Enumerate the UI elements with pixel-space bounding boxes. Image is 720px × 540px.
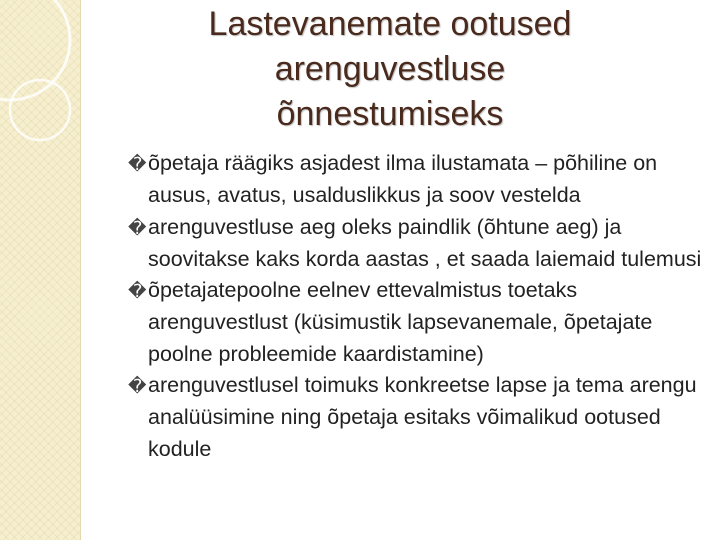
- decorative-side-strip: [0, 0, 80, 540]
- bullet-icon: �: [128, 376, 147, 397]
- slide-title: [140, 2, 640, 137]
- strip-divider: [80, 0, 81, 540]
- bullet-item: [128, 212, 708, 276]
- bullet-item: [128, 148, 708, 212]
- title-line: arenguvestluse: [274, 50, 506, 88]
- bullet-text: arenguvestlusel toimuks konkreetse lapse ja tema arengu analüüsimine ning õpetaja esitaks võimalikud ootused kodule: [148, 373, 697, 461]
- bullet-icon: �: [128, 281, 147, 302]
- bullet-icon: �: [128, 217, 147, 238]
- title-line: Lastevanemate ootused: [208, 5, 572, 43]
- bullet-icon: �: [128, 154, 147, 174]
- bullet-item: [128, 275, 708, 370]
- bullet-text: arenguvestluse aeg oleks paindlik (õhtune aeg) ja soovitakse kaks korda aastas , et saada laiemaid tulemusi: [148, 214, 702, 271]
- bullet-text: õpetajatepoolne eelnev ettevalmistus toetaks arenguvestlust (küsimustik lapsevanemale, õpetajate poolne probleemide kaardistamine): [148, 278, 653, 366]
- bullet-text: õpetaja räägiks asjadest ilma ilustamata – põhiline on ausus, avatus, usalduslikkus ja soov vestelda: [148, 151, 658, 208]
- bullet-list: [128, 148, 708, 465]
- decorative-circles: [0, 0, 80, 540]
- bullet-item: [128, 370, 708, 465]
- title-line: õnnestumiseks: [276, 95, 504, 133]
